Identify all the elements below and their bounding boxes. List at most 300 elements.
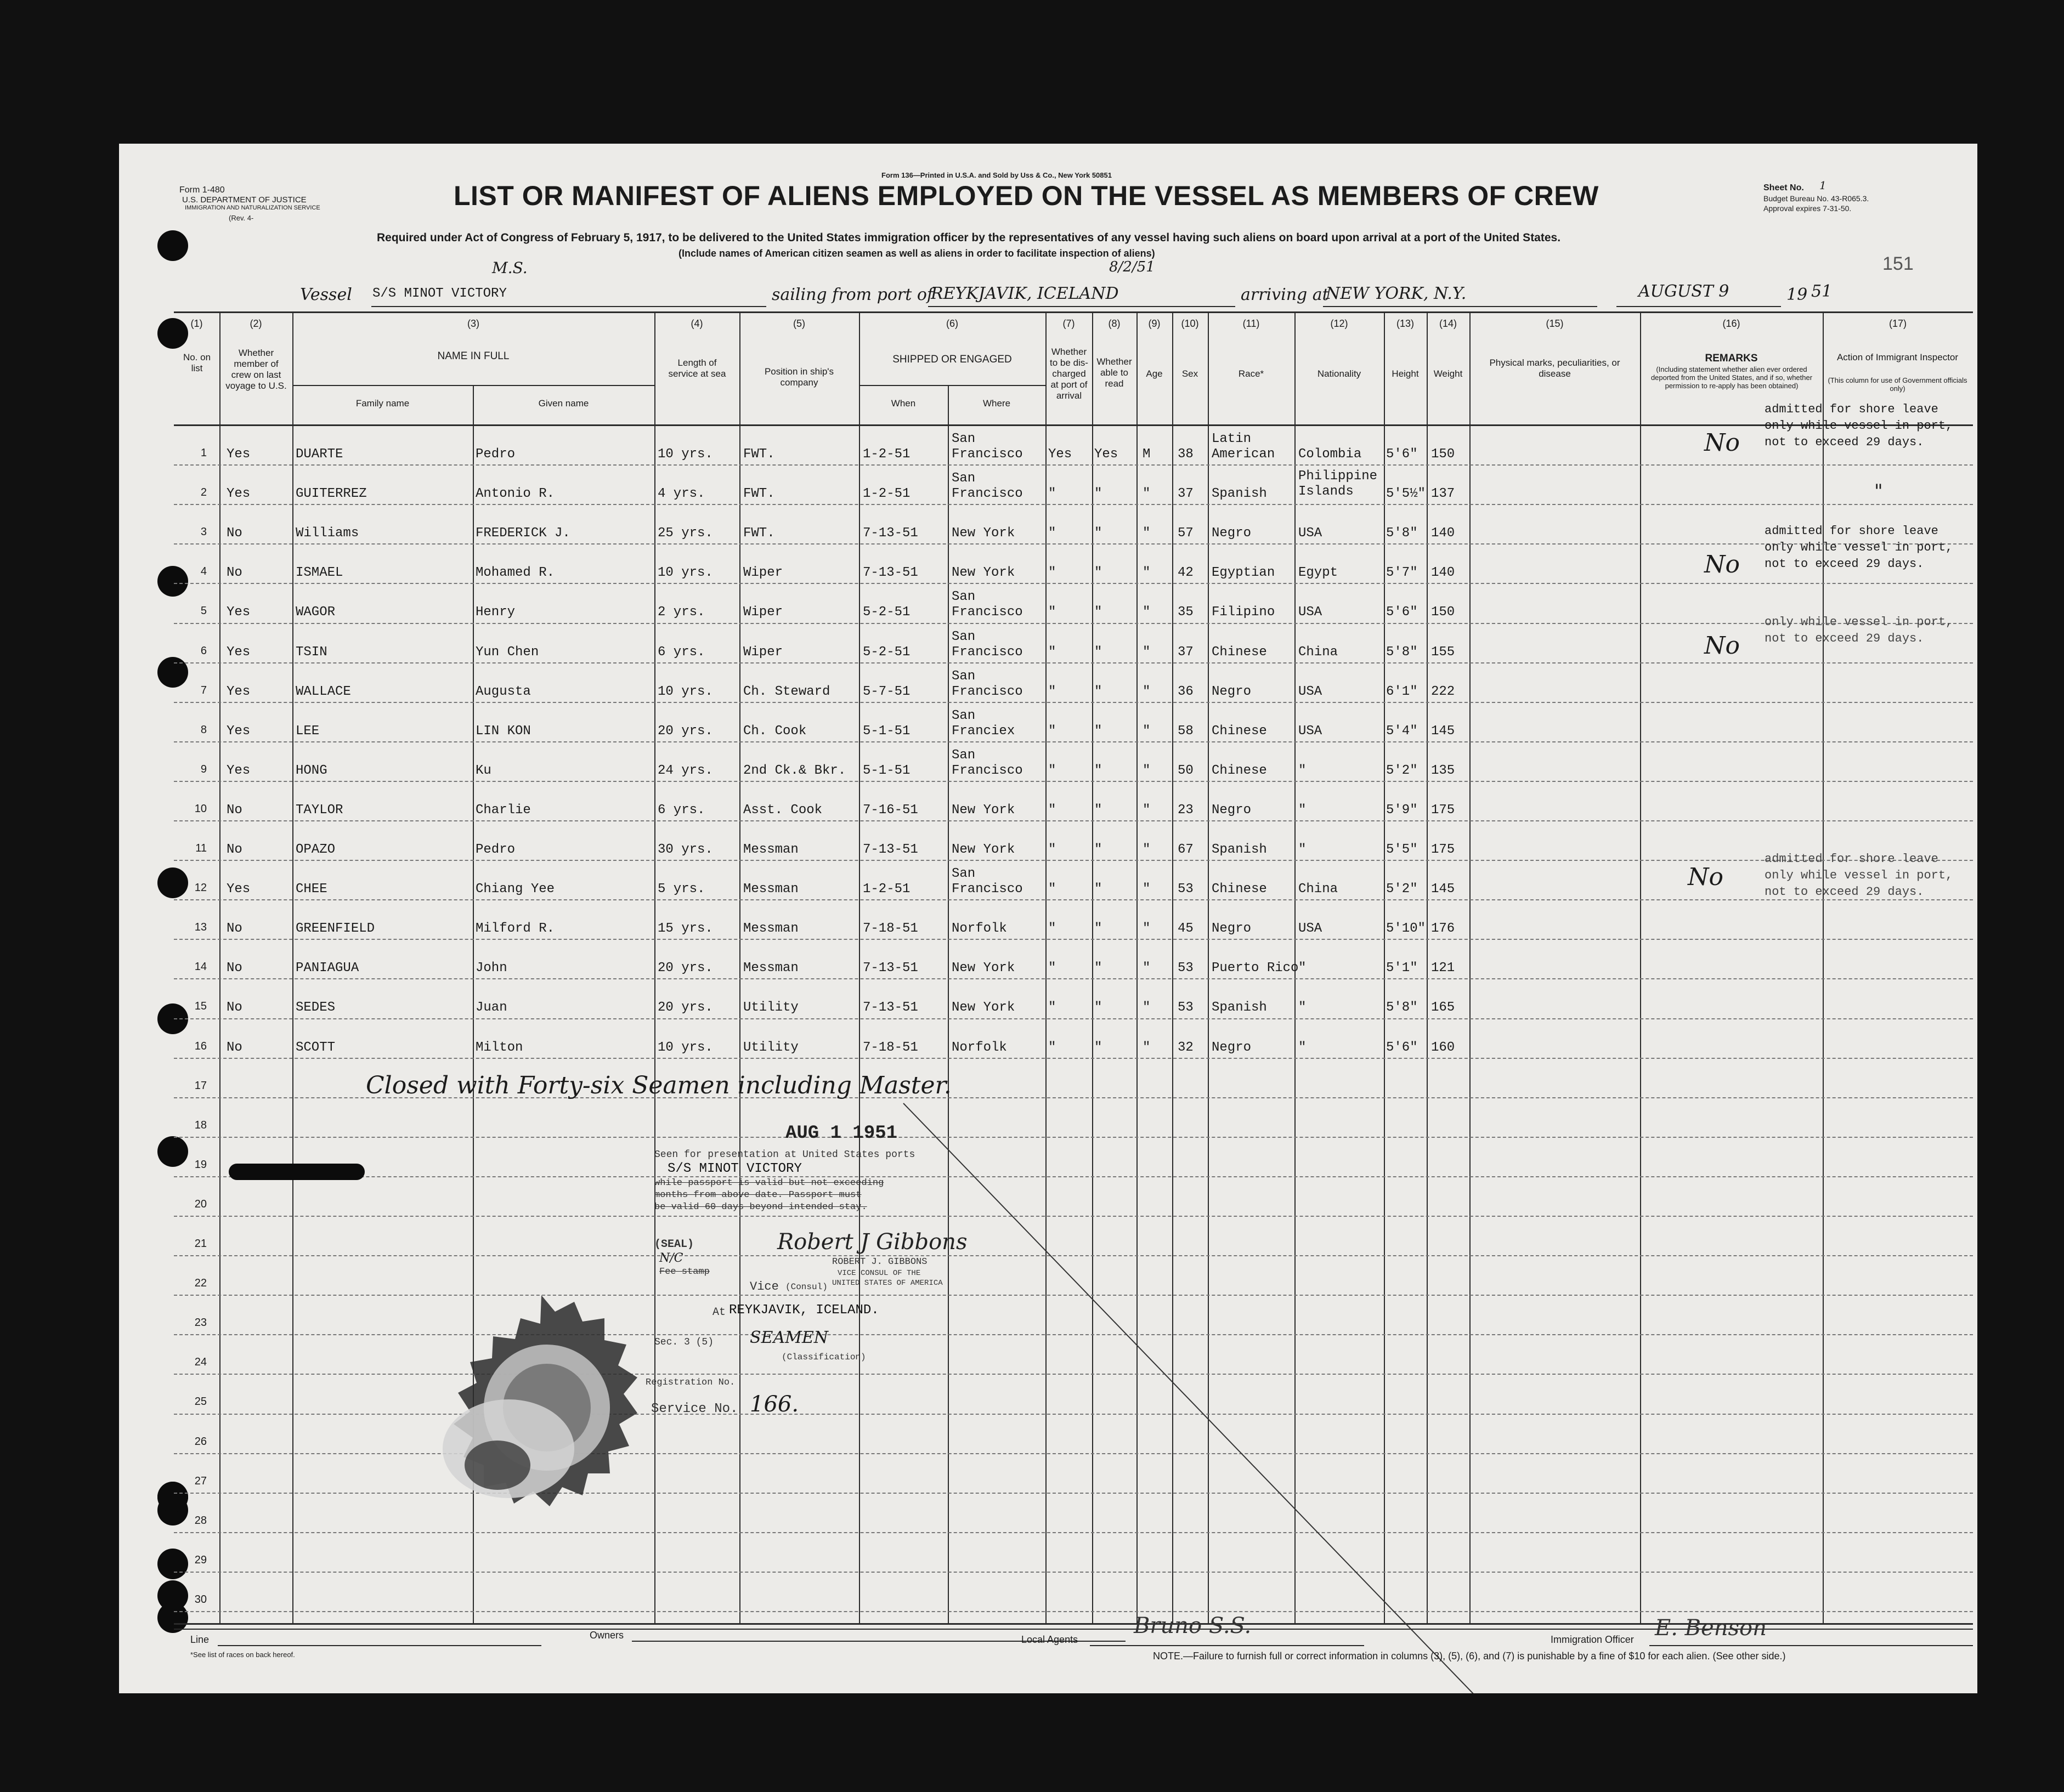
col-number: (11) [1242,318,1260,329]
col-number: (1) [190,318,203,329]
cell-where: San [952,589,976,604]
department-name: U.S. DEPARTMENT OF JUSTICE [182,195,307,205]
stamp-at-value: REYKJAVIK, ICELAND. [729,1303,879,1318]
cell-read: " [1094,961,1102,976]
cell-service: 5 yrs. [658,882,705,897]
col-number: (12) [1330,318,1348,329]
cell-nationality: USA [1298,684,1322,699]
cell-race: Negro [1212,526,1252,541]
table-row [119,900,1973,940]
arriving-port-value: NEW YORK, N.Y. [1326,284,1467,303]
cell-weight: 150 [1431,447,1455,462]
cell-last: No [227,842,242,857]
table-row [119,742,1973,782]
cell-last: Yes [227,724,251,739]
cell-position: Messman [743,842,799,857]
remark-mark-row-6: No [1704,632,1740,660]
cell-when: 5-2-51 [863,645,911,660]
cell-given: Mohamed R. [476,565,555,580]
stamp-registration-label: Registration No. [646,1377,736,1388]
header-nationality: Nationality [1317,368,1361,379]
cell-sex: 53 [1178,1000,1194,1015]
cell-nationality: " [1298,842,1307,857]
cell-sex: 57 [1178,526,1194,541]
cell-weight: 150 [1431,605,1455,620]
cell-age: " [1143,803,1151,818]
cell-position: Wiper [743,605,783,620]
cell-race: Spanish [1212,1000,1267,1015]
footer-line-label: Line [190,1634,210,1645]
row-number: 25 [194,1396,207,1408]
page-stamp-number: 151 [1882,253,1914,274]
sailing-date-note: 8/2/51 [1109,259,1155,275]
cell-age: " [1143,961,1151,976]
cell-service: 6 yrs. [658,645,705,660]
cell-weight: 145 [1431,882,1455,897]
cell-family: ISMAEL [296,565,343,580]
row-number: 29 [194,1554,207,1566]
cell-discharge: " [1048,486,1056,501]
cell-service: 10 yrs. [658,565,713,580]
cell-position: Ch. Cook [743,724,807,739]
stamp-service-value: 166. [750,1392,799,1417]
row-number: 15 [194,1000,207,1012]
remark-row-1: admitted for shore leave only while vessel in port, not to exceed 29 days. [1765,402,1953,449]
remark-mark-row-2: " [1874,480,1883,502]
cell-position: FWT. [743,486,775,501]
cell-nationality: " [1298,1040,1307,1055]
sheet-number-label: Sheet No. [1763,183,1804,192]
cell-age: " [1143,921,1151,936]
date-underline [1616,306,1781,307]
cell-nationality: Egypt [1298,565,1338,580]
cell-family: PANIAGUA [296,961,359,976]
cell-read: " [1094,882,1102,897]
cell-service: 4 yrs. [658,486,705,501]
cell-service: 2 yrs. [658,605,705,620]
header-length-of-service: Length of service at sea [668,358,726,379]
cell-age: " [1143,645,1151,660]
col-number: (6) [946,318,958,329]
cell-discharge: " [1048,763,1056,778]
header-given-name: Given name [538,398,589,409]
header-race: Race* [1238,368,1264,379]
row-number: 12 [194,882,207,894]
cell-where: Francisco [952,684,1023,699]
cell-race: Spanish [1212,486,1267,501]
arriving-underline [1323,306,1597,307]
cell-family: TAYLOR [296,803,343,818]
cell-last: Yes [227,486,251,501]
cell-sex: 36 [1178,684,1194,699]
row-number: 5 [200,605,207,617]
cell-position: FWT. [743,526,775,541]
col-number: (16) [1722,318,1740,329]
cell-read: " [1094,605,1102,620]
header-shipped-when: When [891,398,916,409]
year-value: 51 [1811,282,1833,301]
cell-race: Egyptian [1212,565,1275,580]
form-subtitle: Required under Act of Congress of February 5, 1917, to be delivered to the United States immigration officer by the representatives of any vessel having such aliens on board upon arrival at a port of the United States. [377,231,1561,244]
cell-where: San [952,669,976,684]
cell-service: 6 yrs. [658,803,705,818]
footer-officer-value: E. Benson [1655,1615,1767,1641]
cell-family: OPAZO [296,842,336,857]
cell-race: American [1212,447,1275,462]
header-family-name: Family name [355,398,410,409]
col-number: (15) [1546,318,1564,329]
header-remarks: REMARKS [1705,353,1758,364]
cell-where: Franciex [952,724,1015,739]
sailing-label: sailing from port of [772,285,933,304]
cell-age: " [1143,1040,1151,1055]
cell-read: " [1094,1000,1102,1015]
printer-line: Form 136—Printed in U.S.A. and Sold by Uss & Co., New York 50851 [881,171,1112,179]
header-name-in-full: NAME IN FULL [437,350,510,362]
footer-note: NOTE.—Failure to furnish full or correct information in columns (3), (5), (6), and (7) is punishable by a fine of $10 for each alien. (See other side.) [1153,1651,1786,1661]
cell-when: 7-18-51 [863,921,918,936]
header-inspector-action: Action of Immigrant Inspector [1836,352,1959,362]
cell-sex: 45 [1178,921,1194,936]
year-prefix: 19 [1786,285,1808,304]
stamp-service-label: Service No. [651,1402,738,1416]
cell-height: 5'6" [1386,1040,1418,1055]
row-number: 19 [194,1159,207,1171]
header-shipped-or-engaged: SHIPPED OR ENGAGED [892,354,1012,365]
cell-given: LIN KON [476,724,531,739]
cell-family: WAGOR [296,605,336,620]
row-number: 14 [194,961,207,973]
cell-sex: 37 [1178,486,1194,501]
cell-sex: 58 [1178,724,1194,739]
cell-last: Yes [227,763,251,778]
cell-read: Yes [1094,447,1118,462]
cell-service: 25 yrs. [658,526,713,541]
cell-given: Pedro [476,842,516,857]
cell-last: No [227,961,242,976]
cell-last: Yes [227,645,251,660]
header-age: Age [1146,368,1163,379]
cell-position: Asst. Cook [743,803,823,818]
cell-weight: 140 [1431,526,1455,541]
cell-service: 10 yrs. [658,684,713,699]
row-number: 27 [194,1475,207,1487]
cell-read: " [1094,486,1102,501]
cell-race: Negro [1212,803,1252,818]
cell-where: San [952,708,976,723]
table-row [119,624,1973,664]
row-number: 3 [200,526,207,538]
form-number: Form 1-480 [179,185,225,195]
cell-position: Ch. Steward [743,684,830,699]
cell-given: Pedro [476,447,516,462]
shipped-subheader-rule [859,385,1045,386]
stamp-class-prefix: Sec. 3 (5) [654,1337,714,1348]
cell-when: 1-2-51 [863,447,911,462]
cell-where: San [952,630,976,644]
cell-weight: 140 [1431,565,1455,580]
cell-where: Francisco [952,763,1023,778]
cell-height: 5'9" [1386,803,1418,818]
header-position: Position in ship's company [764,366,834,388]
cell-age: " [1143,882,1151,897]
cell-weight: 176 [1431,921,1455,936]
cell-when: 7-13-51 [863,961,918,976]
cell-nationality: Philippine Islands [1298,469,1378,499]
cell-last: No [227,1000,242,1015]
cell-sex: 35 [1178,605,1194,620]
cell-given: Milton [476,1040,523,1055]
cell-age: " [1143,526,1151,541]
cell-age: " [1143,486,1151,501]
cell-weight: 145 [1431,724,1455,739]
punch-hole [157,230,188,261]
cell-where: Francisco [952,645,1023,660]
header-discharged: Whether to be dis-charged at port of arrival [1050,347,1088,401]
sheet-number-value: 1 [1819,179,1827,192]
row-number: 22 [194,1277,207,1289]
header-able-to-read: Whether able to read [1096,356,1132,389]
row-number: 9 [200,763,207,775]
cell-nationality: USA [1298,724,1322,739]
cell-position: Messman [743,882,799,897]
cell-family: SEDES [296,1000,336,1015]
cell-nationality: " [1298,803,1307,818]
cell-given: Chiang Yee [476,882,555,897]
stamp-consul-prefix: Vice [750,1280,779,1294]
cell-position: 2nd Ck.& Bkr. [743,763,846,778]
cell-service: 10 yrs. [658,447,713,462]
cell-read: " [1094,1040,1102,1055]
consul-signature: Robert J Gibbons [777,1229,968,1255]
cell-given: Augusta [476,684,531,699]
cell-family: WALLACE [296,684,351,699]
cell-race: Chinese [1212,645,1267,660]
cell-read: " [1094,645,1102,660]
cell-given: FREDERICK J. [476,526,570,541]
footer-local-agents-label: Local Agents [1021,1634,1078,1645]
cell-when: 5-2-51 [863,605,911,620]
cell-height: 5'7" [1386,565,1418,580]
vessel-label: Vessel [300,285,352,304]
table-row [119,584,1973,623]
cell-race: Negro [1212,684,1252,699]
col-number: (10) [1181,318,1199,329]
col-number: (14) [1439,318,1457,329]
cell-where: San [952,748,976,763]
remark-mark-row-11: No [1688,863,1723,891]
cell-sex: 67 [1178,842,1194,857]
stamp-signer-title-2: UNITED STATES OF AMERICA [832,1279,943,1288]
cell-where: San [952,866,976,881]
header-weight: Weight [1433,368,1463,379]
table-row [119,426,1973,466]
cell-height: 5'2" [1386,763,1418,778]
cell-when: 7-16-51 [863,803,918,818]
cell-last: No [227,921,242,936]
row-number: 18 [194,1119,207,1131]
cell-race: Latin [1212,432,1252,446]
cell-race: Spanish [1212,842,1267,857]
cell-weight: 175 [1431,803,1455,818]
cell-weight: 165 [1431,1000,1455,1015]
cell-nationality: China [1298,645,1338,660]
col-number: (8) [1108,318,1121,329]
stamp-class-label: (Classification) [782,1352,866,1362]
stamp-signer-title-1: VICE CONSUL OF THE [838,1269,921,1278]
row-number: 11 [195,842,207,854]
cell-given: Henry [476,605,516,620]
cell-when: 5-7-51 [863,684,911,699]
cell-where: Francisco [952,486,1023,501]
row-number: 4 [200,565,207,577]
cell-when: 7-13-51 [863,526,918,541]
cell-position: Wiper [743,645,783,660]
cell-age: " [1143,684,1151,699]
cell-height: 5'8" [1386,526,1418,541]
table-row [119,821,1973,861]
cell-weight: 135 [1431,763,1455,778]
cell-discharge: " [1048,565,1056,580]
cell-weight: 160 [1431,1040,1455,1055]
cell-read: " [1094,565,1102,580]
cell-last: Yes [227,684,251,699]
cell-last: Yes [227,605,251,620]
cell-weight: 155 [1431,645,1455,660]
cell-read: " [1094,763,1102,778]
remark-mark-row-1: No [1704,429,1740,457]
cell-service: 24 yrs. [658,763,713,778]
cell-height: 5'2" [1386,882,1418,897]
cell-where: San [952,432,976,446]
cell-family: LEE [296,724,320,739]
cell-race: Chinese [1212,724,1267,739]
header-shipped-where: Where [982,398,1011,409]
footer-owners-label: Owners [590,1630,624,1641]
cell-family: HONG [296,763,327,778]
officer-underline [1649,1645,1973,1646]
cell-given: Ku [476,763,491,778]
cell-last: No [227,565,242,580]
footer-local-agents-value: Bruno S.S. [1134,1613,1252,1638]
arrival-date-value: AUGUST 9 [1638,282,1729,301]
cell-weight: 121 [1431,961,1455,976]
cell-race: Chinese [1212,882,1267,897]
cell-service: 15 yrs. [658,921,713,936]
cell-when: 5-1-51 [863,763,911,778]
cell-age: " [1143,605,1151,620]
col-number: (2) [250,318,262,329]
cell-age: " [1143,842,1151,857]
cell-height: 5'6" [1386,447,1418,462]
cell-nationality: " [1298,763,1307,778]
row-number: 6 [200,645,207,657]
table-row [119,940,1973,979]
stamp-at-label: At [712,1306,726,1319]
col-number: (13) [1396,318,1414,329]
header-physical-marks: Physical marks, peculiarities, or disease [1489,358,1620,379]
cell-read: " [1094,684,1102,699]
cell-age: " [1143,565,1151,580]
cell-last: Yes [227,882,251,897]
row-number: 26 [194,1436,207,1448]
cell-service: 20 yrs. [658,1000,713,1015]
cell-when: 1-2-51 [863,882,911,897]
closed-note: Closed with Forty-six Seamen including Master. [366,1071,952,1099]
stamp-date: AUG 1 1951 [785,1123,898,1144]
table-top-rule [174,311,1973,313]
cell-family: GREENFIELD [296,921,375,936]
cell-last: No [227,1040,242,1055]
stamp-consul-label: (Consul) [785,1282,828,1292]
cell-where: New York [952,526,1015,541]
cell-race: Negro [1212,921,1252,936]
stamp-vessel: S/S MINOT VICTORY [668,1161,802,1176]
table-row [119,505,1973,545]
cell-sex: 37 [1178,645,1194,660]
form-revision: (Rev. 4- [229,214,254,222]
table-row [119,545,1973,584]
cell-read: " [1094,842,1102,857]
cell-discharge: " [1048,842,1056,857]
form-title: LIST OR MANIFEST OF ALIENS EMPLOYED ON THE VESSEL AS MEMBERS OF CREW [454,180,1599,211]
redaction-mark [229,1164,365,1180]
cell-sex: 53 [1178,961,1194,976]
cell-when: 7-13-51 [863,842,918,857]
cell-sex: 23 [1178,803,1194,818]
diagonal-strike-line [887,1092,1523,1693]
cell-read: " [1094,724,1102,739]
stamp-no-fee: N/C [659,1251,683,1265]
row-number: 7 [200,684,207,696]
cell-nationality: China [1298,882,1338,897]
stamp-valid: be valid 60 days beyond intended stay. [654,1202,867,1212]
cell-discharge: " [1048,526,1056,541]
stamp-class-value: SEAMEN [750,1328,828,1347]
cell-position: Wiper [743,565,783,580]
cell-where: Francisco [952,605,1023,620]
cell-service: 20 yrs. [658,724,713,739]
col-number: (7) [1062,318,1075,329]
cell-age: " [1143,724,1151,739]
cell-where: San [952,471,976,486]
cell-given: Milford R. [476,921,555,936]
stamp-signer: ROBERT J. GIBBONS [832,1257,928,1267]
cell-sex: 38 [1178,447,1194,462]
cell-given: Yun Chen [476,645,539,660]
cell-when: 5-1-51 [863,724,911,739]
cell-family: DUARTE [296,447,343,462]
cell-age: " [1143,1000,1151,1015]
row-number: 23 [194,1317,207,1329]
cell-height: 5'1" [1386,961,1418,976]
col-number: (3) [467,318,479,329]
cell-when: 7-13-51 [863,1000,918,1015]
col-number: (5) [793,318,805,329]
cell-position: FWT. [743,447,775,462]
cell-height: 5'6" [1386,605,1418,620]
cell-sex: 53 [1178,882,1194,897]
cell-height: 5'10" [1386,921,1426,936]
cell-family: GUITERREZ [296,486,367,501]
cell-height: 5'8" [1386,1000,1418,1015]
cell-race: Puerto Rico [1212,961,1299,976]
cell-weight: 222 [1431,684,1455,699]
row-number: 30 [194,1593,207,1606]
table-row [119,782,1973,821]
cell-service: 30 yrs. [658,842,713,857]
service-name: IMMIGRATION AND NATURALIZATION SERVICE [185,205,320,211]
